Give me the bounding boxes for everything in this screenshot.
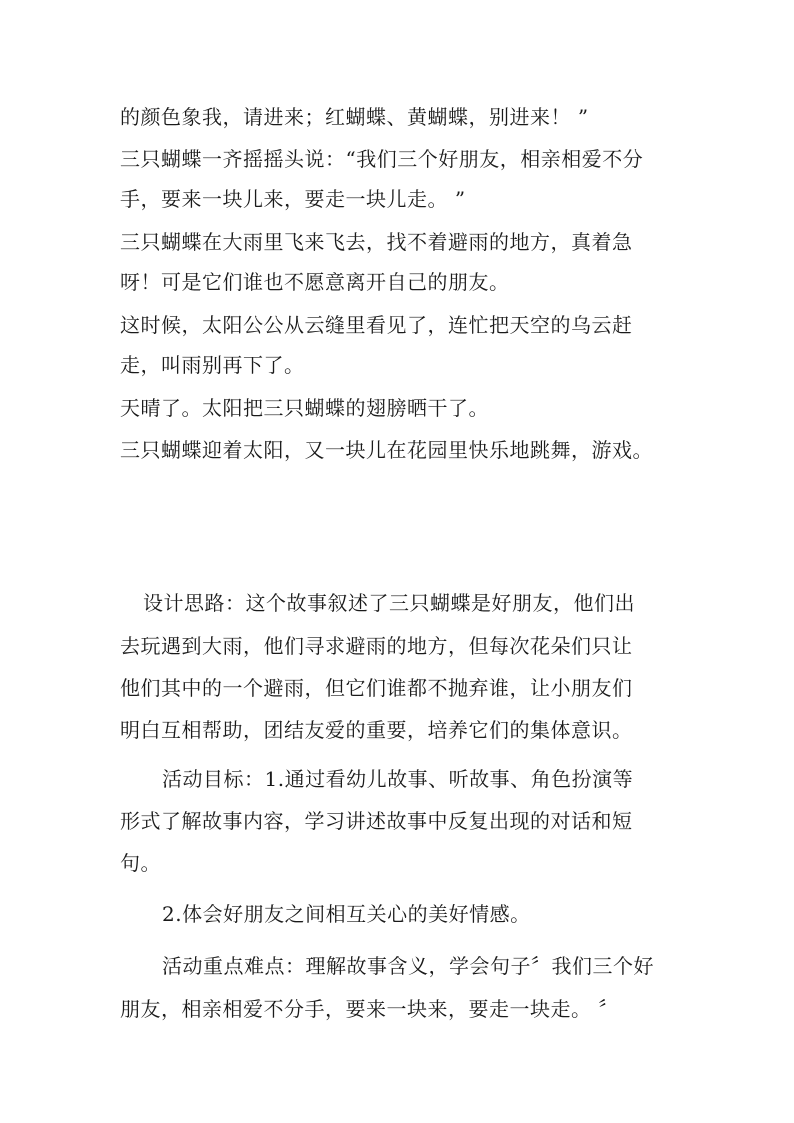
design-line-3: 他们其中的一个避雨，但它们谁都不抛弃谁，让小朋友们 bbox=[120, 676, 633, 700]
goals-line-3: 句。 bbox=[120, 851, 161, 875]
design-line-1: 设计思路：这个故事叙述了三只蝴蝶是好朋友，他们出 bbox=[143, 591, 635, 615]
story-line-3: 手，要来一块儿来，要走一块儿走。 ” bbox=[120, 187, 466, 211]
story-line-6: 这时候，太阳公公从云缝里看见了，连忙把天空的乌云赶 bbox=[120, 313, 633, 337]
goals-line-2: 形式了解故事内容，学习讲述故事中反复出现的对话和短 bbox=[120, 809, 633, 833]
story-line-4: 三只蝴蝶在大雨里飞来飞去，找不着避雨的地方，真着急 bbox=[120, 230, 633, 254]
story-line-5: 呀！可是它们谁也不愿意离开自己的朋友。 bbox=[120, 270, 510, 294]
focus-line-2: 朋友，相亲相爱不分手，要来一块来，要走一块走。 〞 bbox=[120, 997, 619, 1021]
story-line-7: 走，叫雨别再下了。 bbox=[120, 353, 305, 377]
story-line-9: 三只蝴蝶迎着太阳，又一块儿在花园里快乐地跳舞，游戏。 bbox=[120, 438, 653, 462]
focus-line-1: 活动重点难点：理解故事含义，学会句子〞我们三个好 bbox=[162, 954, 654, 978]
design-line-4: 明白互相帮助，团结友爱的重要，培养它们的集体意识。 bbox=[120, 718, 633, 742]
design-line-2: 去玩遇到大雨，他们寻求避雨的地方，但每次花朵们只让 bbox=[120, 634, 633, 658]
story-line-2: 三只蝴蝶一齐摇摇头说：“我们三个好朋友，相亲相爱不分 bbox=[120, 147, 644, 171]
goals-line-1: 活动目标：1.通过看幼儿故事、听故事、角色扮演等 bbox=[162, 767, 634, 791]
story-line-8: 天晴了。太阳把三只蝴蝶的翅膀晒干了。 bbox=[120, 396, 489, 420]
goals-line-4: 2.体会好朋友之间相互关心的美好情感。 bbox=[162, 902, 531, 926]
story-line-1: 的颜色象我，请进来；红蝴蝶、黄蝴蝶，别进来！ ” bbox=[120, 105, 589, 129]
